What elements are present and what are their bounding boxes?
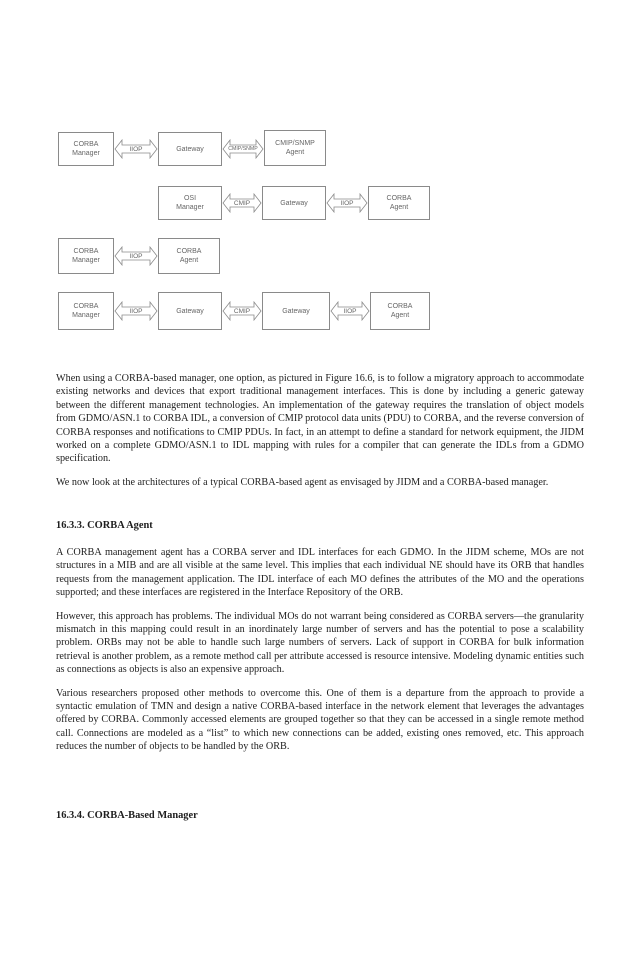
- arrow-label: IIOP: [343, 307, 357, 315]
- box-line: Manager: [72, 150, 100, 157]
- intro-text: [56, 372, 584, 499]
- iiop-arrow: [330, 297, 370, 325]
- paragraph: We now look at the architectures of a typical CORBA-based agent as envisaged by JIDM and a CORBA-based manager.: [56, 476, 549, 488]
- paragraph: However, this approach has problems. The individual MOs do not warrant being considered as CORBA servers—the granularity mismatch in this mapping could result in an inordinately large number of servers and has the potential to pose a scalability problem. ORBs may not be able to handle such large numbers of servers. Lack of support in CORBA for bulk information retrieval is another problem, as a remote method call per attribute accessed is resource intensive. Modeling dynamic entities such as connections as objects is also an expensive approach.: [56, 610, 584, 676]
- gateway-box: [158, 132, 222, 166]
- box-line: CORBA: [73, 303, 99, 310]
- section-heading: 16.3.3. CORBA Agent: [56, 520, 153, 531]
- architecture-diagram: [0, 0, 638, 340]
- arrow-label: IIOP: [340, 199, 354, 207]
- corba-agent-text: [56, 546, 584, 764]
- box-line: Manager: [72, 257, 100, 264]
- box-line: CMIP/SNMP: [275, 140, 315, 147]
- cmip-snmp-agent-box: [264, 130, 326, 166]
- arrow-label: IIOP: [129, 252, 143, 260]
- box-line: Manager: [176, 204, 204, 211]
- cmip-snmp-arrow: [222, 135, 264, 163]
- iiop-arrow: [114, 297, 158, 325]
- box-line: Gateway: [282, 307, 310, 315]
- cmip-arrow: [222, 297, 262, 325]
- box-line: CORBA: [387, 303, 413, 310]
- box-line: Agent: [179, 257, 199, 264]
- gateway-box: [262, 186, 326, 220]
- box-line: Agent: [390, 312, 410, 319]
- iiop-arrow: [114, 242, 158, 270]
- cmip-arrow: [222, 189, 262, 217]
- corba-manager-box: [58, 238, 114, 274]
- corba-agent-box: [370, 292, 430, 330]
- paragraph: When using a CORBA-based manager, one option, as pictured in Figure 16.6, is to follow a migratory approach to accommodate existing networks and devices that export traditional management interfaces. This is done by including a generic gateway between the different management technologies. An implementation of the gateway requires the translation of object models from GDMO/ASN.1 to CORBA IDL, a conversion of CMIP protocol data units (PDU) to CORBA, and the reverse conversion of CORBA responses and notifications to CMIP PDUs. In fact, in an attempt to define a standard for network equipment, the JIDM worked on a complete GDMO/ASN.1 to IDL mapping with rules for a compiler that can generate the IDLs from a GDMO specification.: [56, 373, 584, 465]
- box-line: Gateway: [280, 199, 308, 207]
- paragraph: A CORBA management agent has a CORBA server and IDL interfaces for each GDMO. In the JIDM scheme, MOs are not structures in a MIB and are all visible at the same level. This implies that each individual NE should have its ORB that handles requests from the management application. The IDL interface of each MO defines the attributes of the MO and the operations supported; and these interfaces are registered in the Interface Repository of the ORB.: [56, 547, 584, 599]
- arrow-label: CMIP: [233, 199, 251, 207]
- arrow-label: IIOP: [129, 145, 143, 153]
- box-line: OSI: [183, 195, 197, 202]
- box-line: Agent: [285, 149, 305, 156]
- box-line: CORBA: [386, 195, 412, 202]
- gateway-box: [158, 292, 222, 330]
- box-line: CORBA: [73, 141, 99, 148]
- arrow-label: CMIP/SNMP: [228, 146, 258, 152]
- corba-manager-box: [58, 132, 114, 166]
- iiop-arrow: [326, 189, 368, 217]
- box-line: CORBA: [176, 248, 202, 255]
- iiop-arrow: [114, 135, 158, 163]
- paragraph: Various researchers proposed other methods to overcome this. One of them is a departure from the approach to provide a syntactic emulation of TMN and design a native CORBA-based interface in the network element that leverages the advantages offered by CORBA. Commonly accessed elements are grouped together so that they can be accessed in a single remote method call. Connections are modeled as a “list” to which new connections can be added, existing ones removed, etc. This approach reduces the number of objects to be handled by the ORB.: [56, 687, 584, 753]
- osi-manager-box: [158, 186, 222, 220]
- corba-agent-box: [368, 186, 430, 220]
- box-line: Manager: [72, 312, 100, 319]
- box-line: Agent: [389, 204, 409, 211]
- box-line: Gateway: [176, 307, 204, 315]
- box-line: CORBA: [73, 248, 99, 255]
- section-heading: 16.3.4. CORBA-Based Manager: [56, 810, 198, 821]
- arrow-label: IIOP: [129, 307, 143, 315]
- corba-manager-box: [58, 292, 114, 330]
- arrow-label: CMIP: [233, 307, 251, 315]
- corba-agent-box: [158, 238, 220, 274]
- box-line: Gateway: [176, 145, 204, 153]
- gateway-box: [262, 292, 330, 330]
